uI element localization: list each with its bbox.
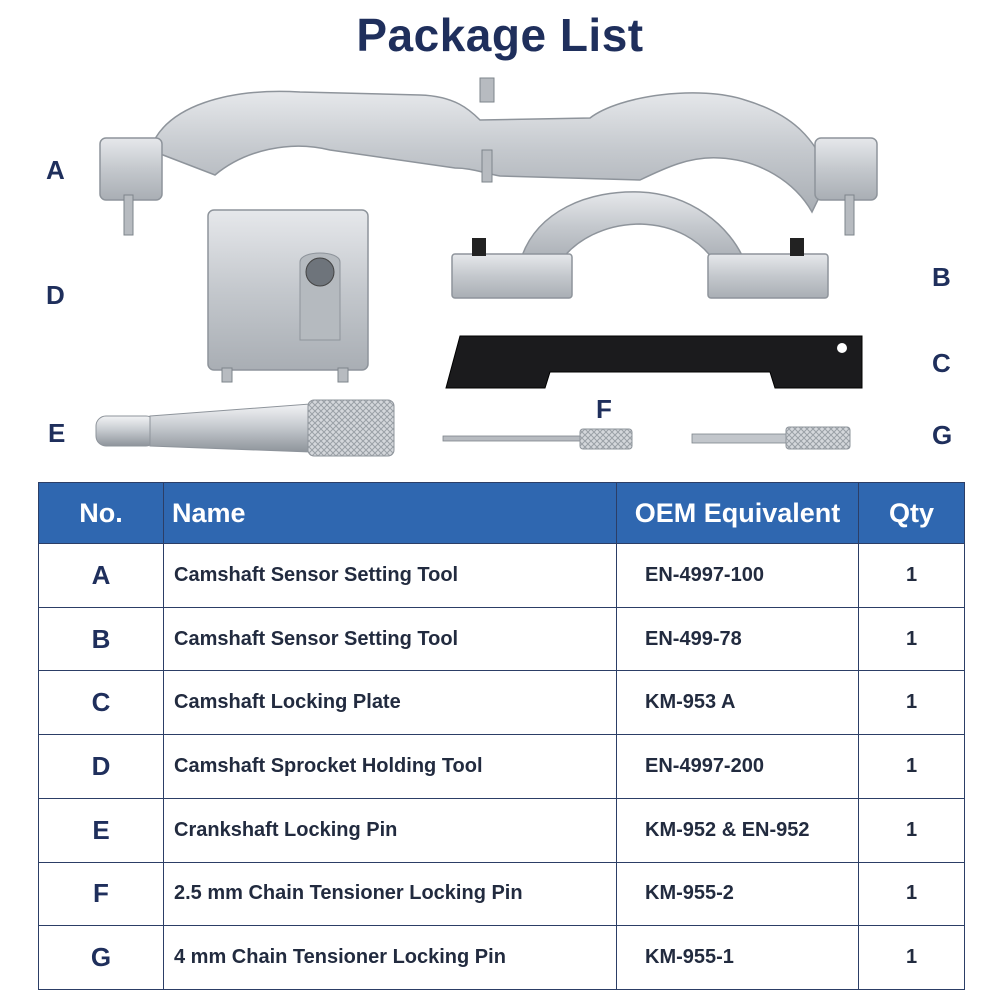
row-qty: 1 xyxy=(859,926,965,990)
tool-g-image xyxy=(692,427,850,449)
row-oem: KM-955-2 xyxy=(617,862,859,926)
row-qty: 1 xyxy=(859,798,965,862)
table-row xyxy=(39,862,965,926)
package-table xyxy=(38,482,965,990)
row-no: C xyxy=(39,671,164,735)
header-oem: OEM Equivalent xyxy=(617,483,859,544)
tool-d-image xyxy=(208,210,368,382)
tools-illustration xyxy=(0,0,1000,480)
page-title: Package List xyxy=(356,9,644,61)
label-g: G xyxy=(932,420,953,450)
row-name: 2.5 mm Chain Tensioner Locking Pin xyxy=(164,862,617,926)
table-row xyxy=(39,926,965,990)
label-d: D xyxy=(46,280,65,310)
row-oem: KM-953 A xyxy=(617,671,859,735)
row-qty: 1 xyxy=(859,544,965,608)
row-name: Crankshaft Locking Pin xyxy=(164,798,617,862)
label-a: A xyxy=(46,155,65,185)
row-oem: EN-499-78 xyxy=(617,607,859,671)
label-e: E xyxy=(48,418,66,448)
row-oem: KM-952 & EN-952 xyxy=(617,798,859,862)
row-qty: 1 xyxy=(859,671,965,735)
label-b: B xyxy=(932,262,951,292)
row-oem: EN-4997-200 xyxy=(617,735,859,799)
header-name: Name xyxy=(164,483,617,544)
table-header-row xyxy=(39,483,965,544)
row-oem: KM-955-1 xyxy=(617,926,859,990)
table-row xyxy=(39,798,965,862)
row-name: Camshaft Locking Plate xyxy=(164,671,617,735)
header-qty: Qty xyxy=(859,483,965,544)
row-no: B xyxy=(39,607,164,671)
row-no: D xyxy=(39,735,164,799)
header-no: No. xyxy=(39,483,164,544)
tool-c-image xyxy=(446,336,862,388)
table-row xyxy=(39,607,965,671)
row-no: A xyxy=(39,544,164,608)
row-name: Camshaft Sensor Setting Tool xyxy=(164,607,617,671)
row-no: E xyxy=(39,798,164,862)
row-name: Camshaft Sensor Setting Tool xyxy=(164,544,617,608)
table-row xyxy=(39,544,965,608)
label-c: C xyxy=(932,348,951,378)
row-qty: 1 xyxy=(859,862,965,926)
row-qty: 1 xyxy=(859,735,965,799)
row-oem: EN-4997-100 xyxy=(617,544,859,608)
row-name: Camshaft Sprocket Holding Tool xyxy=(164,735,617,799)
tool-e-image xyxy=(96,400,394,456)
row-no: F xyxy=(39,862,164,926)
tool-b-image xyxy=(452,192,828,298)
row-name: 4 mm Chain Tensioner Locking Pin xyxy=(164,926,617,990)
label-f: F xyxy=(596,394,612,424)
tool-f-image xyxy=(443,429,632,449)
table-row xyxy=(39,735,965,799)
row-no: G xyxy=(39,926,164,990)
row-qty: 1 xyxy=(859,607,965,671)
table-row xyxy=(39,671,965,735)
